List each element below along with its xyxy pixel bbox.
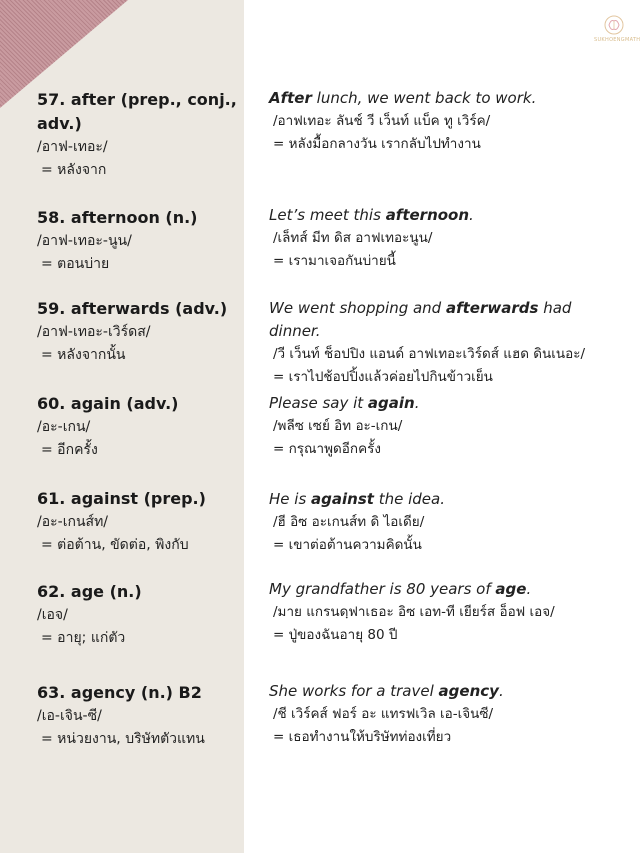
- headword: 57. after (prep., conj., adv.): [37, 90, 237, 133]
- example-sentence: Let’s meet this afternoon.: [269, 206, 474, 224]
- example-phonetic: /ฮี อิซ อะเกนส์ท ดิ ไอเดีย/: [273, 514, 425, 530]
- word-phonetic: /อาฟ-เทอะ-นูน/: [37, 233, 132, 249]
- example-phonetic: /วี เว็นท์ ช็อปปิง แอนด์ อาฟเทอะเวิร์ดส์ แฮด ดินเนอะ/: [273, 346, 586, 362]
- example-meaning: = เธอทำงานให้บริษัทท่องเที่ยว: [273, 729, 452, 745]
- brand-logo: [594, 14, 640, 48]
- word-phonetic: /อาฟ-เทอะ-เวิร์ดส/: [37, 324, 151, 340]
- keyword: age: [495, 580, 527, 598]
- example-phonetic: /เล็ทส์ มีท ดิส อาฟเทอะนูน/: [273, 230, 433, 246]
- brain-icon: [603, 14, 625, 36]
- headword: 63. agency (n.) B2: [37, 683, 202, 702]
- keyword: agency: [438, 682, 499, 700]
- headword: 62. age (n.): [37, 582, 142, 601]
- word-phonetic: /เอจ/: [37, 607, 68, 623]
- example-meaning: = หลังมื้อกลางวัน เรากลับไปทำงาน: [273, 136, 481, 152]
- example-sentence: My grandfather is 80 years of age.: [269, 580, 532, 598]
- example-sentence: She works for a travel agency.: [269, 682, 504, 700]
- keyword: against: [311, 490, 374, 508]
- example-sentence: We went shopping and afterwards had dinner.: [269, 299, 572, 340]
- keyword: again: [367, 394, 415, 412]
- example-meaning: = เขาต่อต้านความคิดนั้น: [273, 537, 422, 553]
- example-phonetic: /ชี เวิร์คส์ ฟอร์ อะ แทรฟเวิล เอ-เจินซี/: [273, 706, 494, 722]
- word-meaning: = ตอนบ่าย: [41, 256, 110, 272]
- word-phonetic: /อาฟ-เทอะ/: [37, 139, 108, 155]
- word-phonetic: /อะ-เกนส์ท/: [37, 514, 109, 530]
- word-phonetic: /อะ-เกน/: [37, 419, 91, 435]
- word-meaning: = อีกครั้ง: [41, 442, 98, 458]
- word-meaning: = หลังจากนั้น: [41, 347, 126, 363]
- word-meaning: = อายุ; แก่ตัว: [41, 630, 126, 646]
- headword: 61. against (prep.): [37, 489, 206, 508]
- keyword: afternoon: [385, 206, 470, 224]
- example-phonetic: /อาฟเทอะ ลันช์ วี เว็นท์ แบ็ค ทู เวิร์ค/: [273, 113, 491, 129]
- example-phonetic: /พลีซ เซย์ อิท อะ-เกน/: [273, 418, 403, 434]
- example-meaning: = ปู่ของฉันอายุ 80 ปี: [273, 627, 398, 643]
- headword: 58. afternoon (n.): [37, 208, 198, 227]
- example-sentence: Please say it again.: [269, 394, 420, 412]
- logo-text: SUKHOENGMATH: [594, 37, 640, 43]
- example-meaning: = เรามาเจอกันบ่ายนี้: [273, 253, 396, 269]
- keyword: After: [269, 89, 312, 107]
- headword: 60. again (adv.): [37, 394, 179, 413]
- example-meaning: = เราไปช้อปปิ้งแล้วค่อยไปกินข้าวเย็น: [273, 369, 493, 385]
- word-meaning: = หลังจาก: [41, 162, 107, 178]
- word-phonetic: /เอ-เจิน-ซี/: [37, 708, 102, 724]
- example-meaning: = กรุณาพูดอีกครั้ง: [273, 441, 381, 457]
- headword: 59. afterwards (adv.): [37, 299, 228, 318]
- word-meaning: = ต่อต้าน, ขัดต่อ, พิงกับ: [41, 537, 189, 553]
- word-meaning: = หน่วยงาน, บริษัทตัวแทน: [41, 731, 205, 747]
- keyword: afterwards: [445, 299, 539, 317]
- example-sentence: He is against the idea.: [269, 490, 445, 508]
- example-sentence: After lunch, we went back to work.: [269, 89, 537, 107]
- example-phonetic: /มาย แกรนดฺฟาเธอะ อิซ เอท-ที เยียร์ส อ็อฟ เอจ/: [273, 604, 555, 620]
